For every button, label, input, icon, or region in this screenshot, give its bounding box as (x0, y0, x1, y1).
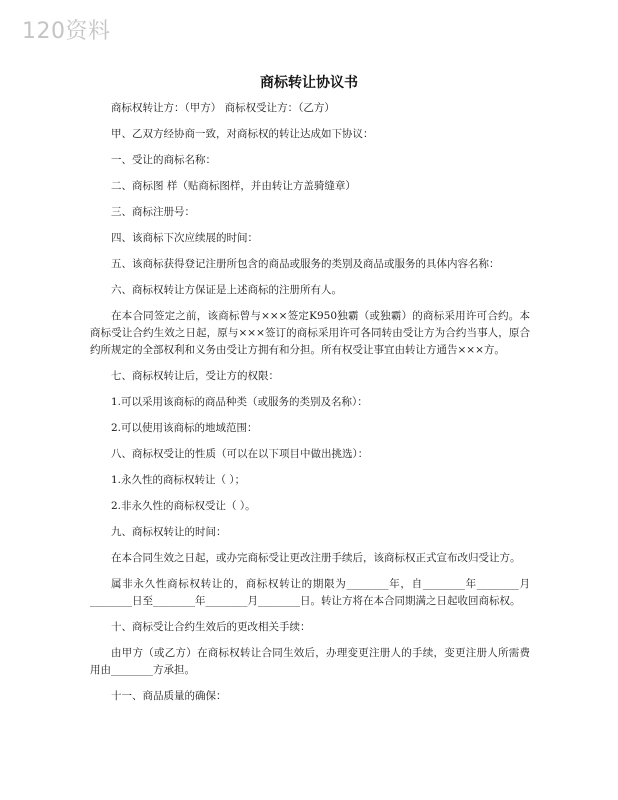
clause-4: 四、该商标下次应续展的时间： (111, 232, 258, 244)
clause-7-item-2: 2.可以使用该商标的地域范围： (111, 422, 258, 434)
clause-6: 六、商标权转让方保证是上述商标的注册所有人。 (111, 284, 342, 296)
clause-7: 七、商标权转让后，受让方的权限： (111, 370, 279, 382)
document-body (90, 100, 530, 714)
clause-7-item-1: 1.可以采用该商标的商品种类（或服务的类别及名称）： (111, 396, 368, 408)
clause-5: 五、该商标获得登记注册所包含的商品或服务的类别及商品或服务的具体内容名称： (111, 258, 500, 270)
clause-9-detail-1: 在本合同生效之日起，或办完商标受让更改注册手续后，该商标权正式宣布改归受让方。 (111, 552, 521, 564)
clause-11: 十一、商品质量的确保： (111, 690, 227, 702)
document-title: 商标转让协议书 (260, 75, 358, 91)
clause-8: 八、商标权受让的性质（可以在以下项目中做出挑选）： (111, 448, 369, 460)
clause-2: 二、商标图 样（贴商标图样，并由转让方盖骑缝章） (111, 180, 356, 192)
clause-3: 三、商标注册号： (111, 206, 195, 218)
clause-8-item-1: 1.永久性的商标权转让（ ）； (111, 474, 246, 486)
clause-8-item-2: 2.非永久性的商标权受让（ ）。 (111, 500, 256, 512)
clause-9: 九、商标权转让的时间： (111, 526, 227, 538)
watermark-logo: 120资料 (22, 19, 111, 44)
clause-9-detail-2: 属非永久性商标权转让的，商标权转让的期限为________年，自________年________月________日至________年________月________日。转让方将在本合同期满之日起收回商标权。 (90, 578, 530, 607)
clause-1: 一、受让的商标名称： (111, 154, 216, 166)
clause-10-detail: 由甲方（或乙方）在商标权转让合同生效后，办理变更注册人的手续，变更注册人所需费用由________方承担。 (90, 647, 530, 676)
preamble: 甲、乙双方经协商一致，对商标权的转让达成如下协议： (111, 128, 374, 140)
clause-6-detail: 在本合同签定之前，该商标曾与×××签定K950独霸（或独霸）的商标采用许可合约。本商标受让合约生效之日起，原与×××签订的商标采用许可各同转由受让方为合约当事人，原合约所规定的全部权利和义务由受让方拥有和分担。所有权受让事宜由转让方通告×××方。 (90, 310, 530, 356)
clause-10: 十、商标受让合约生效后的更改相关手续： (111, 621, 311, 633)
parties-line: 商标权转让方：（甲方） 商标权受让方：（乙方） (111, 102, 335, 114)
